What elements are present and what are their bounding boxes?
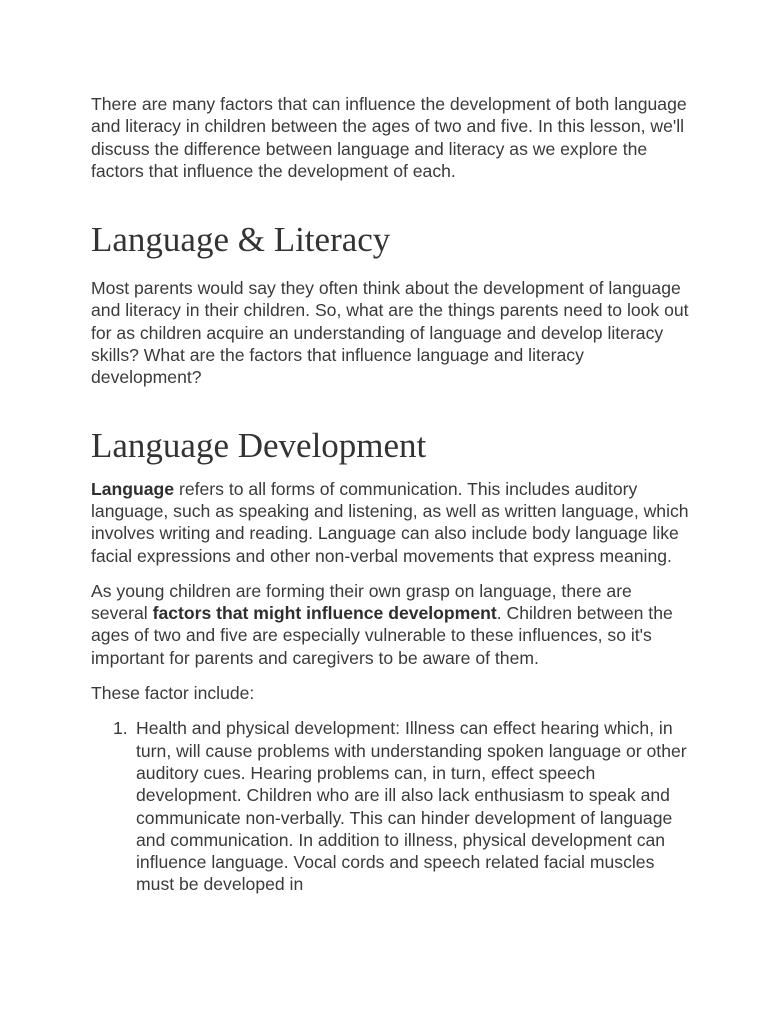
factors-intro-text: As young children are forming their own grasp on language, there are several [91,580,632,624]
language-definition-paragraph [91,478,691,567]
list-item-text: Health and physical development: Illness can effect hearing which, in turn, will cause problems with understanding spoken language or other auditory cues. Hearing problems can, in turn, effect speech development. Children who are ill also lack enthusiasm to speak and communicate non-verbally. This can hinder development of language and communication. In addition to illness, physical development can influence language. Vocal cords and speech related facial muscles must be developed in [136,718,687,895]
language-definition-text: refers to all forms of communication. This includes auditory language, such as speaking and listening, as well as written language, which involves writing and reading. Language can also include body language like facial expressions and other non-verbal movements that express meaning. [91,478,689,566]
factors-lead-in: These factor include: [91,683,255,704]
language-term: Language [91,478,175,499]
intro-paragraph: There are many factors that can influence the development of both language and literacy in children between the ages of two and five. In this lesson, we'll discuss the difference between language and literacy as we explore the factors that influence the development of each. [91,94,687,181]
factors-rest-text: . Children between the ages of two and five are especially vulnerable to these influences, so it's important for parents and caregivers to be aware of them. [91,603,673,668]
heading-language-literacy: Language & Literacy [91,220,391,260]
list-item-number: 1. [113,718,128,739]
literacy-paragraph: Most parents would say they often think about the development of language and literacy in their children. So, what are the things parents need to look out for as children acquire an understanding of language and develop literacy skills? What are the factors that influence language and literacy development? [91,278,689,388]
list-item [91,717,691,895]
heading-language-development: Language Development [91,425,427,465]
factors-paragraph [91,580,691,669]
factors-emphasis: factors that might influence development [152,603,497,624]
factors-list [91,717,691,895]
document-page [91,93,691,896]
